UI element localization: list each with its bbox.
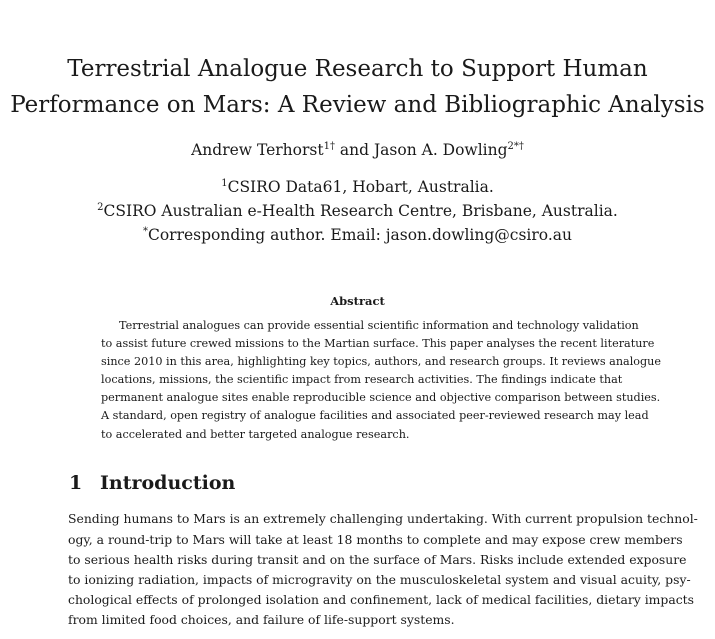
section-heading bbox=[69, 472, 235, 494]
author-name: Jason A. Dowling bbox=[373, 141, 508, 159]
affiliation-text: CSIRO Australian e-Health Research Centre, Brisbane, Australia. bbox=[103, 202, 618, 220]
body-line: to ionizing radiation, impacts of microgravity on the musculoskeletal system and visual acuity, psy- bbox=[68, 572, 691, 587]
title-line-1: Terrestrial Analogue Research to Support Human bbox=[67, 56, 648, 82]
abstract-heading: Abstract bbox=[330, 294, 385, 308]
abstract-line: Terrestrial analogues can provide essential scientific information and technology validation bbox=[119, 319, 639, 332]
abstract-line: permanent analogue sites enable reproducible science and objective comparison between studies. bbox=[101, 391, 661, 404]
affiliation-mark: * bbox=[142, 226, 148, 237]
body-line: chological effects of prolonged isolation and confinement, lack of medical facilities, dietary impacts bbox=[68, 592, 695, 607]
body-line: to serious health risks during transit and on the surface of Mars. Risks include extended exposure bbox=[68, 552, 687, 567]
body-line: Sending humans to Mars is an extremely challenging undertaking. With current propulsion technol- bbox=[68, 511, 698, 526]
abstract-line: to accelerated and better targeted analogue research. bbox=[101, 428, 410, 441]
affiliation-1 bbox=[0, 178, 715, 196]
affiliation-text: Corresponding author. Email: jason.dowling@csiro.au bbox=[147, 226, 573, 244]
affiliation-2 bbox=[0, 202, 715, 220]
affiliation-mark: 2 bbox=[97, 202, 104, 213]
author-list bbox=[0, 141, 715, 159]
abstract-line: A standard, open registry of analogue facilities and associated peer-reviewed research may lead bbox=[101, 409, 649, 422]
author-name: Andrew Terhorst bbox=[191, 141, 324, 159]
body-line: ogy, a round-trip to Mars will take at least 18 months to complete and may expose crew members bbox=[68, 532, 683, 547]
author-affiliation-mark: 1† bbox=[323, 141, 335, 152]
affiliation-mark: 1 bbox=[221, 178, 228, 189]
title-line-2: Performance on Mars: A Review and Bibliographic Analysis bbox=[10, 92, 705, 118]
section-number: 1 bbox=[69, 472, 83, 494]
body-line: from limited food choices, and failure of life-support systems. bbox=[68, 612, 455, 627]
abstract-line: locations, missions, the scientific impact from research activities. The findings indicate that bbox=[101, 373, 623, 386]
abstract-line: to assist future crewed missions to the Martian surface. This paper analyses the recent literature bbox=[101, 337, 655, 350]
author-affiliation-mark: 2*† bbox=[507, 141, 524, 152]
abstract-line: since 2010 in this area, highlighting key topics, authors, and research groups. It reviews analogue bbox=[101, 355, 661, 368]
affiliation-text: CSIRO Data61, Hobart, Australia. bbox=[227, 178, 494, 196]
section-title: Introduction bbox=[100, 472, 236, 494]
author-joiner: and bbox=[334, 141, 374, 159]
corresponding-author bbox=[0, 226, 715, 244]
